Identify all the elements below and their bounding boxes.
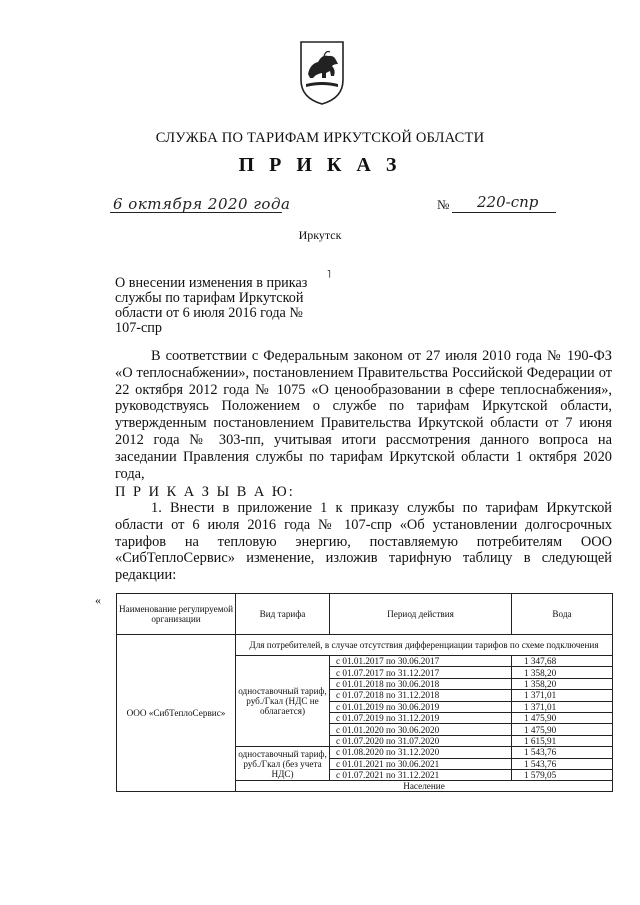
value-cell: 1 543,76 bbox=[512, 758, 613, 769]
table-row bbox=[117, 635, 613, 656]
order-subject: О внесении изменения в приказ службы по тарифам Иркутской области от 6 июля 2016 года № 107-спр bbox=[115, 275, 308, 336]
preamble-paragraph: В соответствии с Федеральным законом от 27 июля 2010 года № 190-ФЗ «О теплоснабжении», постановлением Правительства Российской Федерации от 22 октября 2012 года № 1075 «О ценообразовании в сфере теплоснабжения», руководствуясь Положением о службе по тарифам Иркутской области, утвержденным постановлением Правительства Иркутской области от 7 июня 2012 года № 303-пп, учитывая итоги рассмотрения данного вопроса на заседании Правления службы по тарифам Иркутской области 1 октября 2020 года, bbox=[115, 348, 612, 482]
header-period: Период действия bbox=[330, 594, 512, 635]
handwritten-date: 6 октября 2020 года bbox=[113, 195, 291, 213]
value-cell: 1 358,20 bbox=[512, 667, 613, 678]
item-1-paragraph: 1. Внести в приложение 1 к приказу службы по тарифам Иркутской области от 6 июля 2016 года № 107-спр «Об установлении долгосрочных тарифов на тепловую энергию, поставляемую потребителям ООО «СибТеплоСервис» изменение, изложив тарифную таблицу в следующей редакции: bbox=[115, 500, 612, 584]
coat-of-arms-icon bbox=[298, 40, 346, 106]
city-name: Иркутск bbox=[298, 228, 342, 242]
value-cell: 1 475,90 bbox=[512, 724, 613, 735]
period-cell: с 01.01.2019 по 30.06.2019 bbox=[330, 701, 512, 712]
value-cell: 1 358,20 bbox=[512, 678, 613, 689]
value-cell: 1 615,91 bbox=[512, 735, 613, 746]
period-cell: с 01.01.2018 по 30.06.2018 bbox=[330, 678, 512, 689]
header-tariff-type: Вид тарифа bbox=[236, 594, 330, 635]
header-water: Вода bbox=[512, 594, 613, 635]
section-heading: Население bbox=[236, 781, 613, 792]
period-cell: с 01.07.2019 по 31.12.2019 bbox=[330, 712, 512, 723]
period-cell: с 01.07.2021 по 31.12.2021 bbox=[330, 769, 512, 780]
table-header-row bbox=[117, 594, 613, 635]
period-cell: с 01.01.2017 по 30.06.2017 bbox=[330, 656, 512, 667]
section-heading: Для потребителей, в случае отсутствия дифференциации тарифов по схеме подключения bbox=[236, 635, 613, 656]
subject-corner-mark: ˥ bbox=[327, 270, 331, 281]
period-cell: с 01.07.2018 по 31.12.2018 bbox=[330, 690, 512, 701]
opening-quote: « bbox=[95, 593, 101, 607]
value-cell: 1 371,01 bbox=[512, 701, 613, 712]
period-cell: с 01.07.2017 по 31.12.2017 bbox=[330, 667, 512, 678]
organization-cell: ООО «СибТеплоСервис» bbox=[117, 635, 236, 792]
value-cell: 1 371,01 bbox=[512, 690, 613, 701]
handwritten-number: 220-спр bbox=[477, 193, 539, 211]
number-underline bbox=[452, 212, 556, 213]
header-organization: Наименование регулируемой организации bbox=[117, 594, 236, 635]
period-cell: с 01.01.2020 по 30.06.2020 bbox=[330, 724, 512, 735]
tariff-type-cell: одноставочный тариф, руб./Гкал (без учета НДС) bbox=[236, 747, 330, 781]
tariff-table bbox=[116, 593, 613, 792]
order-verb: П Р И К А З Ы В А Ю: bbox=[115, 484, 295, 500]
period-cell: с 01.08.2020 по 31.12.2020 bbox=[330, 747, 512, 758]
date-underline bbox=[110, 212, 282, 213]
period-cell: с 01.07.2020 по 31.07.2020 bbox=[330, 735, 512, 746]
value-cell: 1 347,68 bbox=[512, 656, 613, 667]
tariff-type-cell: одноставочный тариф, руб./Гкал (НДС не облагается) bbox=[236, 656, 330, 747]
value-cell: 1 543,76 bbox=[512, 747, 613, 758]
period-cell: с 01.01.2021 по 30.06.2021 bbox=[330, 758, 512, 769]
document-title: П Р И К А З bbox=[238, 154, 402, 176]
value-cell: 1 579,05 bbox=[512, 769, 613, 780]
number-sign: № bbox=[437, 197, 450, 212]
value-cell: 1 475,90 bbox=[512, 712, 613, 723]
agency-name: СЛУЖБА ПО ТАРИФАМ ИРКУТСКОЙ ОБЛАСТИ bbox=[155, 130, 485, 146]
